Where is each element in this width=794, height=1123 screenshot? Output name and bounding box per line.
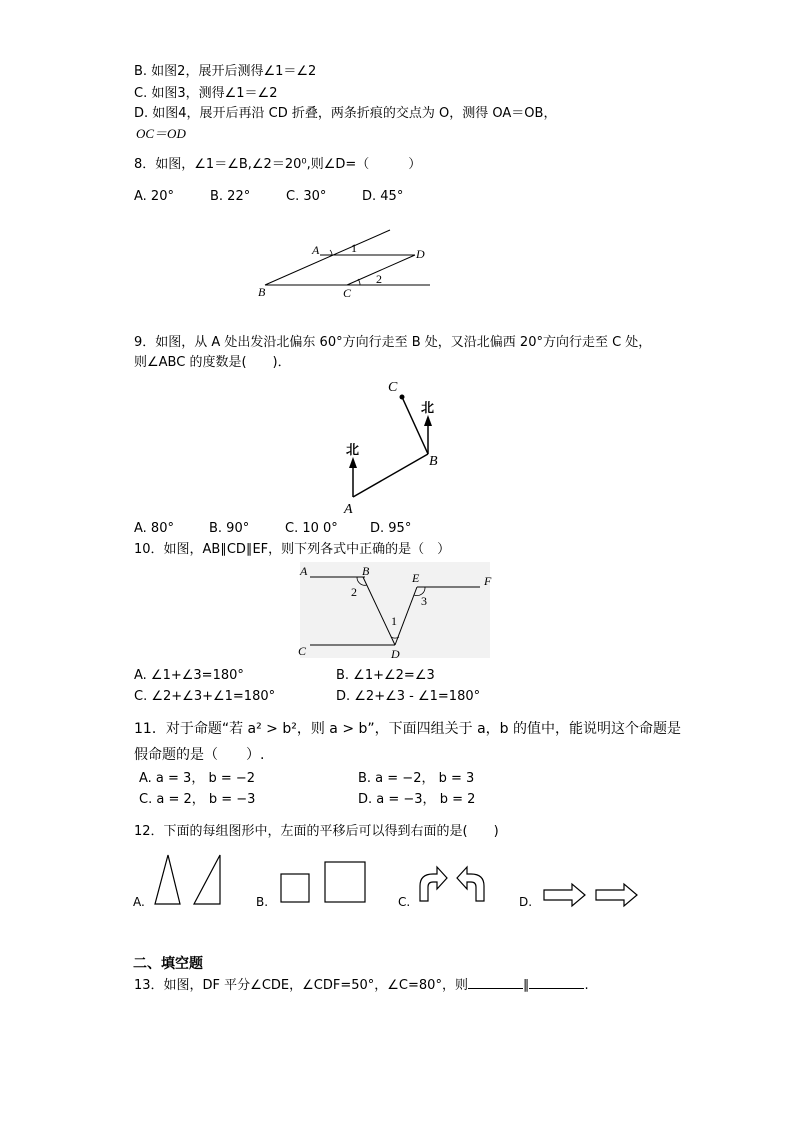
q9-option-d: D. 95° — [370, 521, 412, 536]
answer-blank-1[interactable] — [468, 978, 523, 989]
q8-label-2: 2 — [376, 272, 382, 286]
q9-figure — [330, 375, 450, 515]
q11-option-b: B. a = −2， b = 3 — [358, 771, 475, 786]
q12-option-d-label: D. — [519, 895, 533, 909]
square-shape-large — [325, 862, 365, 902]
q10-option-b: B. ∠1+∠2=∠3 — [336, 668, 435, 683]
q12-option-d-figure — [542, 882, 642, 910]
q7-option-d-cont: OC＝OD — [136, 126, 186, 141]
q9-stem-line2: 则∠ABC 的度数是( )． — [134, 355, 291, 370]
q8-label-1: 1 — [351, 241, 357, 255]
q10-label-d: D — [391, 647, 400, 661]
section-title-fill-in: 二、填空题 — [133, 956, 203, 972]
q11-option-c: C. a = 2， b = −3 — [139, 792, 256, 807]
q11-stem-line1: 11．对于命题“若 a² > b²，则 a > b”，下面四组关于 a，b 的值中，能说明这个命题是 — [134, 721, 682, 737]
turn-left-arrow-icon — [457, 867, 484, 901]
q12-option-c-label: C. — [398, 895, 411, 909]
parallel-symbol: ∥ — [522, 978, 530, 993]
q7-option-c: C. 如图3，测得∠1＝∠2 — [134, 86, 278, 101]
q10-figure — [295, 562, 500, 660]
q8-label-d: D — [416, 247, 425, 261]
q10-stem: 10．如图，AB∥CD∥EF，则下列各式中正确的是（ ） — [134, 542, 451, 557]
q9-option-a: A. 80° — [134, 521, 174, 536]
q9-label-a: A — [344, 502, 353, 517]
q13-stem — [134, 978, 589, 994]
right-arrow-icon — [596, 884, 637, 906]
q8-label-a: A — [312, 243, 320, 257]
q9-option-c: C. 10 0° — [285, 521, 338, 536]
q8-figure — [250, 225, 450, 300]
q10-label-c: C — [298, 644, 307, 658]
q9-north-label-b: 北 — [421, 401, 435, 416]
q10-option-a: A. ∠1+∠3=180° — [134, 668, 244, 683]
q8-option-d: D. 45° — [362, 189, 404, 204]
q10-label-a: A — [300, 564, 308, 578]
q12-option-a-label: A. — [133, 895, 145, 909]
q8-label-b: B — [258, 285, 266, 299]
q12-option-b-figure — [278, 858, 370, 906]
triangle-shape-left — [155, 855, 180, 904]
q7-option-d: D. 如图4，展开后再沿 CD 折叠，两条折痕的交点为 O，测得 OA＝OB， — [134, 106, 557, 121]
q10-label-3: 3 — [421, 594, 427, 608]
q9-stem-line1: 9．如图，从 A 处出发沿北偏东 60°方向行走至 B 处，又沿北偏西 20°方向行走至 C 处， — [134, 335, 652, 350]
q12-option-a-figure — [152, 852, 227, 907]
q10-label-e: E — [412, 571, 420, 585]
q13-end: . — [584, 978, 589, 993]
q11-option-a: A. a = 3， b = −2 — [139, 771, 256, 786]
q11-stem-line2: 假命题的是（ ）. — [134, 747, 265, 763]
q8-option-a: A. 20° — [134, 189, 174, 204]
q10-label-1: 1 — [391, 614, 397, 628]
q9-label-c: C — [388, 380, 398, 395]
q11-option-d: D. a = −3， b = 2 — [358, 792, 476, 807]
q12-option-b-label: B. — [256, 895, 269, 909]
q9-label-b: B — [429, 454, 438, 469]
q8-label-c: C — [343, 286, 352, 300]
q12-option-c-figure — [416, 864, 491, 904]
q8-option-b: B. 22° — [210, 189, 251, 204]
q9-north-label-a: 北 — [346, 443, 360, 458]
q7-option-b: B. 如图2，展开后测得∠1＝∠2 — [134, 64, 317, 79]
q10-option-c: C. ∠2+∠3+∠1=180° — [134, 689, 276, 704]
turn-right-arrow-icon — [420, 867, 447, 901]
answer-blank-2[interactable] — [529, 978, 584, 989]
q10-label-f: F — [484, 574, 492, 588]
q10-label-2: 2 — [351, 585, 357, 599]
q9-option-b: B. 90° — [209, 521, 250, 536]
q8-stem: 8．如图，∠1＝∠B,∠2＝20⁰,则∠D=（ ） — [134, 157, 422, 172]
triangle-shape-right — [194, 855, 220, 904]
q10-label-b: B — [362, 564, 370, 578]
right-arrow-icon — [544, 884, 585, 906]
q8-option-c: C. 30° — [286, 189, 327, 204]
square-shape-small — [281, 874, 309, 902]
q12-stem: 12．下面的每组图形中，左面的平移后可以得到右面的是( ) — [134, 824, 499, 839]
q10-option-d: D. ∠2+∠3 - ∠1=180° — [336, 689, 481, 704]
q13-stem-text: 13．如图，DF 平分∠CDE，∠CDF=50°，∠C=80°，则 — [134, 978, 468, 993]
